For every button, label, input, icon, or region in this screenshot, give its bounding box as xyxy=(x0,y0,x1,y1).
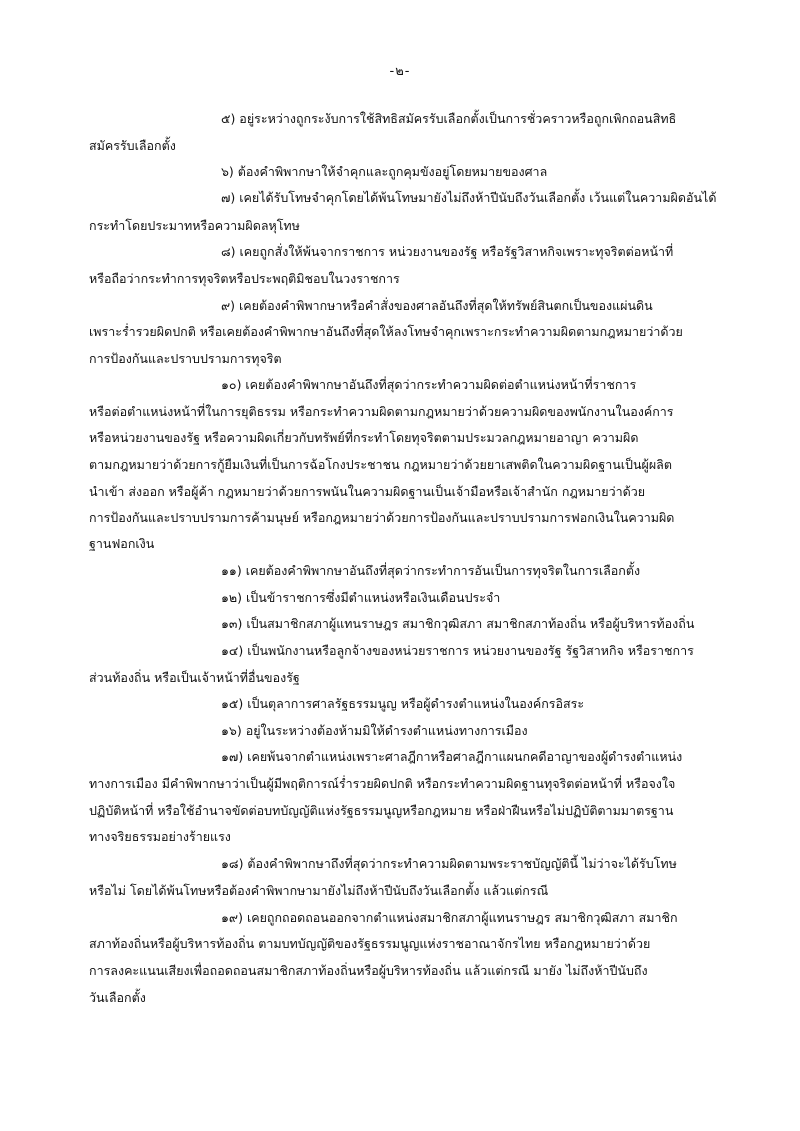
text-line: ๑๖) อยู่ในระหว่างต้องห้ามมิให้ดำรงตำแหน่งทางการเมือง xyxy=(221,723,528,738)
text-line: ๘) เคยถูกสั่งให้พ้นจากราชการ หน่วยงานของรัฐ หรือรัฐวิสาหกิจเพราะทุจริตต่อหน้าที่ xyxy=(221,244,674,259)
text-line: ๑๙) เคยถูกถอดถอนออกจากตำแหน่งสมาชิกสภาผู้แทนราษฎร สมาชิกวุฒิสภา สมาชิก xyxy=(221,910,678,925)
text-line: ๑๐) เคยต้องคำพิพากษาอันถึงที่สุดว่ากระทำความผิดต่อตำแหน่งหน้าที่ราชการ xyxy=(221,377,637,392)
text-line: ๑๓) เป็นสมาชิกสภาผู้แทนราษฎร สมาชิกวุฒิสภา สมาชิกสภาท้องถิ่น หรือผู้บริหารท้องถิ่น xyxy=(221,616,695,631)
text-line: หรือต่อตำแหน่งหน้าที่ในการยุติธรรม หรือกระทำความผิดตามกฎหมายว่าด้วยความผิดของพนักงานในองค์การ xyxy=(89,404,674,419)
text-line: การป้องกันและปราบปรามการค้ามนุษย์ หรือกฎหมายว่าด้วยการป้องกันและปราบปรามการฟอกเงินในความผิด xyxy=(89,510,675,525)
text-line: ทางการเมือง มีคำพิพากษาว่าเป็นผู้มีพฤติการณ์ร่ำรวยผิดปกติ หรือกระทำความผิดฐานทุจริตต่อหน้าที่ หรือจงใจ xyxy=(89,776,676,791)
text-line: ปฏิบัติหน้าที่ หรือใช้อำนาจขัดต่อบทบัญญัติแห่งรัฐธรรมนูญหรือกฎหมาย หรือฝ่าฝืนหรือไม่ปฏิบัติตามมาตรฐาน xyxy=(89,803,674,818)
text-line: ตามกฎหมายว่าด้วยการกู้ยืมเงินที่เป็นการฉ้อโกงประชาชน กฎหมายว่าด้วยยาเสพติดในความผิดฐานเป็นผู้ผลิต xyxy=(89,457,672,472)
text-line: วันเลือกตั้ง xyxy=(89,990,146,1005)
text-line: ส่วนท้องถิ่น หรือเป็นเจ้าหน้าที่อื่นของรัฐ xyxy=(89,670,300,685)
text-line: ๑๘) ต้องคำพิพากษาถึงที่สุดว่ากระทำความผิดตามพระราชบัญญัตินี้ ไม่ว่าจะได้รับโทษ xyxy=(221,856,677,871)
text-line: สมัครรับเลือกตั้ง xyxy=(89,138,176,153)
text-line: ๙) เคยต้องคำพิพากษาหรือคำสั่งของศาลอันถึงที่สุดให้ทรัพย์สินตกเป็นของแผ่นดิน xyxy=(221,298,653,313)
page-number: -๒- xyxy=(389,64,411,79)
text-line: ๑๔) เป็นพนักงานหรือลูกจ้างของหน่วยราชการ หน่วยงานของรัฐ รัฐวิสาหกิจ หรือราชการ xyxy=(221,643,694,658)
text-line: กระทำโดยประมาทหรือความผิดลหุโทษ xyxy=(89,218,300,233)
text-line: ฐานฟอกเงิน xyxy=(89,536,155,551)
text-line: ทางจริยธรรมอย่างร้ายแรง xyxy=(89,829,231,844)
text-line: เพราะร่ำรวยผิดปกติ หรือเคยต้องคำพิพากษาอันถึงที่สุดให้ลงโทษจำคุกเพราะกระทำความผิดตามกฎหมายว่าด้วย xyxy=(89,324,683,339)
text-line: ๑๒) เป็นข้าราชการซึ่งมีตำแหน่งหรือเงินเดือนประจำ xyxy=(221,590,501,605)
text-line: หรือหน่วยงานของรัฐ หรือความผิดเกี่ยวกับทรัพย์ที่กระทำโดยทุจริตตามประมวลกฎหมายอาญา ความผิด xyxy=(89,430,639,445)
text-line: การลงคะแนนเสียงเพื่อถอดถอนสมาชิกสภาท้องถิ่นหรือผู้บริหารท้องถิ่น แล้วแต่กรณี มายัง ไม่ถึงห้าปีนับถึง xyxy=(89,963,648,978)
text-line: ๑๑) เคยต้องคำพิพากษาอันถึงที่สุดว่ากระทำการอันเป็นการทุจริตในการเลือกตั้ง xyxy=(221,563,641,578)
text-line: ๕) อยู่ระหว่างถูกระงับการใช้สิทธิสมัครรับเลือกตั้งเป็นการชั่วคราวหรือถูกเพิกถอนสิทธิ xyxy=(221,111,677,126)
text-line: การป้องกันและปราบปรามการทุจริต xyxy=(89,351,282,366)
text-line: ๑๕) เป็นตุลาการศาลรัฐธรรมนูญ หรือผู้ดำรงตำแหน่งในองค์กรอิสระ xyxy=(221,696,585,711)
text-line: ๗) เคยได้รับโทษจำคุกโดยได้พ้นโทษมายังไม่ถึงห้าปีนับถึงวันเลือกตั้ง เว้นแต่ในความผิดอันได้ xyxy=(221,190,717,205)
text-line: หรือไม่ โดยได้พ้นโทษหรือต้องคำพิพากษามายังไม่ถึงห้าปีนับถึงวันเลือกตั้ง แล้วแต่กรณี xyxy=(89,883,549,898)
text-line: นำเข้า ส่งออก หรือผู้ค้า กฎหมายว่าด้วยการพนันในความผิดฐานเป็นเจ้ามือหรือเจ้าสำนัก กฎหมายว่าด้วย xyxy=(89,484,646,499)
text-line: ๖) ต้องคำพิพากษาให้จำคุกและถูกคุมขังอยู่โดยหมายของศาล xyxy=(221,164,548,179)
text-line: หรือถือว่ากระทำการทุจริตหรือประพฤติมิชอบในวงราชการ xyxy=(89,271,400,286)
text-line: ๑๗) เคยพ้นจากตำแหน่งเพราะศาลฎีกาหรือศาลฎีกาแผนกคดีอาญาของผู้ดำรงตำแหน่ง xyxy=(221,749,683,764)
text-line: สภาท้องถิ่นหรือผู้บริหารท้องถิ่น ตามบทบัญญัติของรัฐธรรมนูญแห่งราชอาณาจักรไทย หรือกฎหมายว่าด้วย xyxy=(89,936,651,951)
